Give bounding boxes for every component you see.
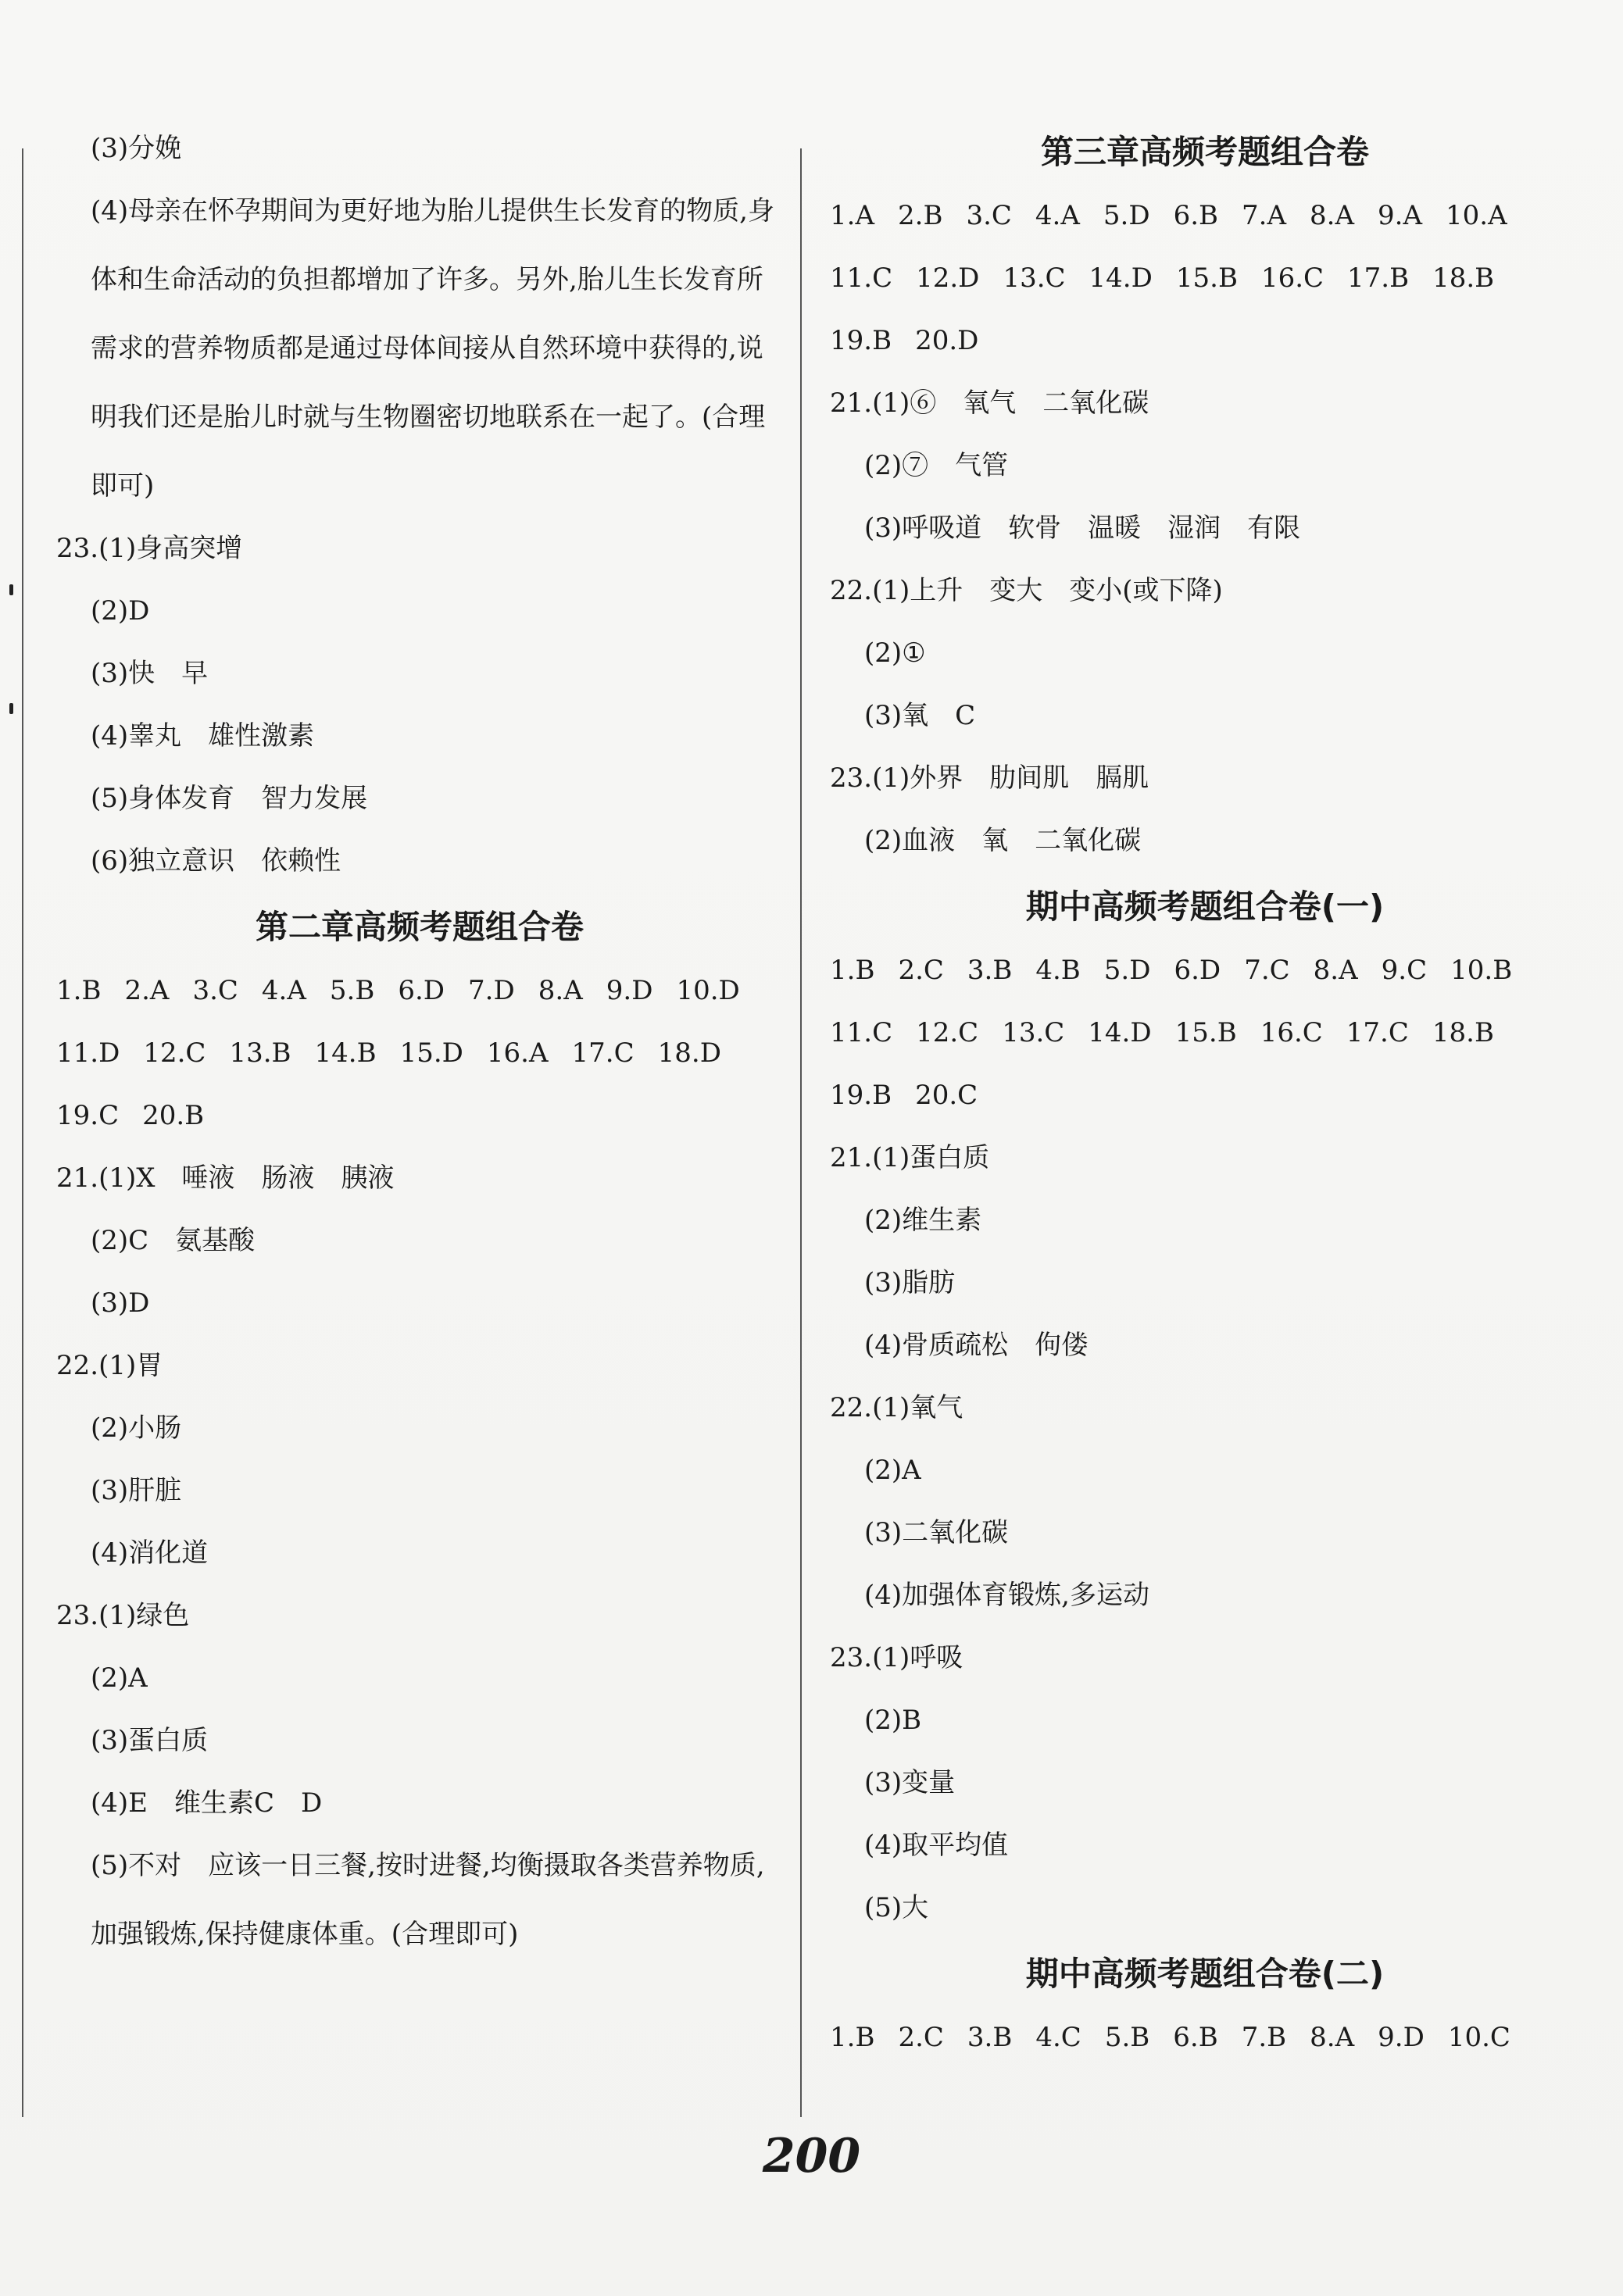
- answer-item: 6.B: [1173, 2022, 1218, 2053]
- answer-row: [830, 200, 1580, 231]
- answer-line: (2)血液 氧 二氧化碳: [864, 825, 1142, 856]
- answer-line: (4)取平均值: [864, 1830, 1009, 1861]
- answer-item: 19.C: [56, 1100, 120, 1131]
- answer-line: 22.(1)氧气: [830, 1392, 963, 1423]
- answer-paragraph: (5)不对 应该一日三餐,按时进餐,均衡摄取各类营养物质,加强锻炼,保持健康体重。(合理即可): [91, 1850, 765, 1950]
- answer-item: 9.A: [1378, 200, 1423, 231]
- answer-item: 3.B: [967, 955, 1013, 986]
- column-divider: [800, 148, 802, 2117]
- answer-line: (2)A: [91, 1662, 148, 1694]
- answer-item: 9.D: [606, 975, 653, 1006]
- section-title: 期中高频考题组合卷(一): [1025, 887, 1385, 926]
- page-number: 200: [762, 2129, 861, 2184]
- answer-line: (3)D: [91, 1287, 150, 1319]
- answer-item: 20.B: [142, 1100, 205, 1131]
- answer-item: 4.A: [1035, 200, 1080, 231]
- answer-item: 5.D: [1103, 955, 1151, 986]
- answer-item: 2.C: [898, 955, 944, 986]
- answer-line: (3)变量: [864, 1767, 956, 1798]
- left-column: [56, 133, 783, 1981]
- answer-row: [830, 325, 1580, 356]
- answer-item: 6.B: [1173, 200, 1219, 231]
- answer-line: (3)蛋白质: [91, 1725, 209, 1756]
- answer-line: (3)脂肪: [864, 1267, 956, 1298]
- answer-item: 16.C: [1260, 262, 1324, 294]
- answer-row: [830, 1017, 1580, 1048]
- answer-item: 18.D: [657, 1037, 721, 1069]
- answer-item: 17.B: [1347, 262, 1410, 294]
- answer-item: 3.C: [192, 975, 238, 1006]
- answer-line: (2)⑦ 气管: [864, 450, 1009, 481]
- answer-item: 10.D: [676, 975, 740, 1006]
- answer-item: 15.D: [399, 1037, 463, 1069]
- answer-paragraph: (4)母亲在怀孕期间为更好地为胎儿提供生长发育的物质,身体和生命活动的负担都增加了许多。另外,胎儿生长发育所需求的营养物质都是通过母体间接从自然环境中获得的,说明我们还是胎儿时就与生物圈密切地联系在一起了。(合理即可): [91, 195, 774, 502]
- answer-item: 14.D: [1088, 1017, 1152, 1048]
- answer-item: 15.B: [1174, 1017, 1237, 1048]
- answer-line: (5)大: [864, 1892, 929, 1923]
- answer-line: 21.(1)X 唾液 肠液 胰液: [56, 1162, 395, 1194]
- answer-line: (3)快 早: [91, 658, 209, 689]
- answer-item: 8.A: [1310, 200, 1355, 231]
- answer-item: 1.B: [56, 975, 102, 1006]
- answer-item: 2.C: [898, 2022, 944, 2053]
- answer-line: (4)睾丸 雄性激素: [91, 720, 315, 752]
- section-title: 期中高频考题组合卷(二): [1025, 1955, 1385, 1993]
- answer-line: 23.(1)绿色: [56, 1600, 190, 1631]
- answer-line: 21.(1)蛋白质: [830, 1142, 990, 1173]
- answer-item: 20.D: [915, 325, 979, 356]
- answer-item: 4.C: [1035, 2022, 1081, 2053]
- answer-item: 8.A: [538, 975, 583, 1006]
- answer-item: 12.D: [916, 262, 980, 294]
- answer-item: 10.C: [1447, 2022, 1510, 2053]
- answer-item: 5.D: [1103, 200, 1150, 231]
- answer-item: 10.A: [1446, 200, 1507, 231]
- answer-line: 22.(1)上升 变大 变小(或下降): [830, 575, 1223, 606]
- answer-line: 23.(1)身高突增: [56, 533, 243, 564]
- answer-line: 23.(1)外界 肋间肌 膈肌: [830, 762, 1149, 794]
- answer-item: 8.A: [1313, 955, 1358, 986]
- answer-line: (6)独立意识 依赖性: [91, 845, 341, 877]
- answer-item: 4.A: [261, 975, 306, 1006]
- answer-line: (2)①: [864, 637, 926, 669]
- answer-item: 13.C: [1002, 1017, 1065, 1048]
- answer-line: (2)C 氨基酸: [91, 1225, 256, 1256]
- answer-item: 10.B: [1450, 955, 1513, 986]
- answer-item: 6.D: [398, 975, 445, 1006]
- answer-item: 17.C: [571, 1037, 635, 1069]
- answer-line: (4)消化道: [91, 1537, 209, 1569]
- answer-item: 20.C: [915, 1080, 978, 1111]
- answer-item: 18.B: [1432, 1017, 1494, 1048]
- answer-item: 3.B: [967, 2022, 1013, 2053]
- section-title: 第二章高频考题组合卷: [255, 908, 584, 946]
- answer-item: 17.C: [1346, 1017, 1409, 1048]
- answer-item: 5.B: [1104, 2022, 1150, 2053]
- answer-row: [830, 1080, 1580, 1111]
- answer-item: 5.B: [329, 975, 375, 1006]
- answer-item: 7.C: [1244, 955, 1290, 986]
- answer-item: 16.A: [486, 1037, 549, 1069]
- answer-line: (3)肝脏: [91, 1475, 182, 1506]
- right-column: [830, 133, 1580, 2084]
- section-title: 第三章高频考题组合卷: [1040, 133, 1369, 171]
- answer-item: 19.B: [830, 1080, 892, 1111]
- answer-line: (4)加强体育锻炼,多运动: [864, 1580, 1149, 1611]
- answer-line: (2)B: [864, 1705, 922, 1736]
- answer-item: 9.D: [1378, 2022, 1425, 2053]
- answer-item: 7.B: [1241, 2022, 1287, 2053]
- answer-item: 1.B: [830, 955, 875, 986]
- answer-item: 12.C: [916, 1017, 979, 1048]
- answer-row: [830, 2022, 1580, 2053]
- answer-item: 3.C: [966, 200, 1012, 231]
- answer-line: (2)维生素: [864, 1205, 982, 1236]
- answer-row: [56, 1037, 783, 1069]
- answer-item: 1.B: [830, 2022, 875, 2053]
- answer-line: (3)氧 C: [864, 700, 976, 731]
- answer-row: [830, 262, 1580, 294]
- answer-line: (3)呼吸道 软骨 温暖 湿润 有限: [864, 512, 1301, 544]
- answer-item: 11.D: [56, 1037, 120, 1069]
- answer-line: (5)身体发育 智力发展: [91, 783, 368, 814]
- margin-mark: [9, 703, 13, 714]
- answer-line: (4)骨质疏松 佝偻: [864, 1330, 1089, 1361]
- answer-item: 2.A: [124, 975, 170, 1006]
- answer-item: 6.D: [1174, 955, 1221, 986]
- answer-item: 19.B: [830, 325, 892, 356]
- answer-item: 13.B: [229, 1037, 291, 1069]
- answer-item: 4.B: [1035, 955, 1081, 986]
- answer-row: [56, 975, 783, 1006]
- answer-item: 9.C: [1381, 955, 1428, 986]
- answer-line: 22.(1)胃: [56, 1350, 163, 1381]
- margin-mark: [9, 584, 13, 595]
- answer-line: 21.(1)⑥ 氧气 二氧化碳: [830, 387, 1149, 419]
- left-margin-rule: [22, 148, 23, 2117]
- answer-line: (2)小肠: [91, 1412, 182, 1444]
- answer-item: 14.B: [314, 1037, 377, 1069]
- answer-item: 7.D: [468, 975, 515, 1006]
- answer-item: 14.D: [1089, 262, 1153, 294]
- answer-row: [56, 1100, 783, 1131]
- answer-line: (2)D: [91, 595, 150, 627]
- answer-item: 2.B: [898, 200, 943, 231]
- answer-item: 1.A: [830, 200, 874, 231]
- answer-line: (4)E 维生素C D: [91, 1787, 323, 1819]
- answer-line: 23.(1)呼吸: [830, 1642, 963, 1673]
- answer-line: (3)分娩: [91, 133, 182, 164]
- answer-item: 13.C: [1003, 262, 1066, 294]
- answer-item: 8.A: [1310, 2022, 1355, 2053]
- answer-item: 18.B: [1432, 262, 1495, 294]
- answer-item: 12.C: [143, 1037, 206, 1069]
- answer-item: 7.A: [1242, 200, 1287, 231]
- answer-item: 16.C: [1260, 1017, 1323, 1048]
- answer-item: 11.C: [830, 1017, 893, 1048]
- answer-row: [830, 955, 1580, 986]
- answer-line: (3)二氧化碳: [864, 1517, 1009, 1548]
- answer-item: 15.B: [1175, 262, 1238, 294]
- answer-line: (2)A: [864, 1455, 921, 1486]
- answer-item: 11.C: [830, 262, 893, 294]
